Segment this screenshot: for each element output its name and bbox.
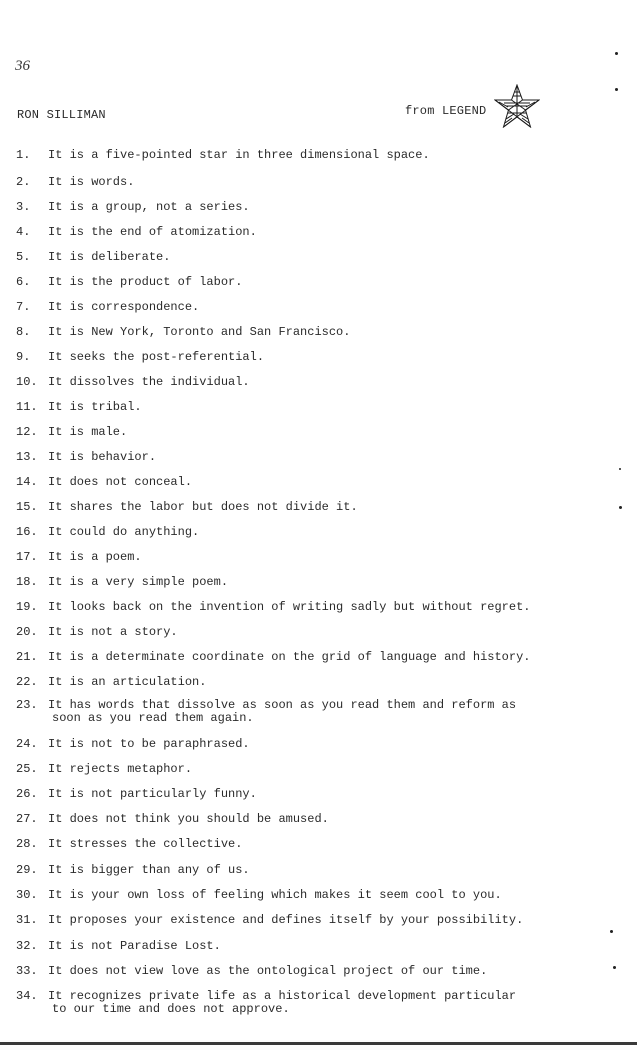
item-text: It is a determinate coordinate on the grid of language and history. bbox=[48, 650, 531, 664]
list-item bbox=[16, 149, 616, 162]
item-number: 16. bbox=[16, 525, 38, 539]
list-item bbox=[16, 763, 616, 776]
list-item bbox=[16, 276, 616, 289]
item-number: 31. bbox=[16, 913, 38, 927]
item-text: It is bigger than any of us. bbox=[48, 863, 250, 877]
margin-speck bbox=[619, 506, 622, 509]
item-text: It is behavior. bbox=[48, 450, 157, 464]
list-item bbox=[16, 301, 616, 314]
item-number: 14. bbox=[16, 475, 38, 489]
list-item bbox=[16, 738, 616, 751]
item-number: 34. bbox=[16, 989, 38, 1003]
list-item bbox=[16, 251, 616, 264]
list-item bbox=[16, 788, 616, 801]
item-text: It has words that dissolve as soon as you read them and reform as bbox=[48, 698, 517, 712]
item-number: 6. bbox=[16, 275, 31, 289]
item-number: 27. bbox=[16, 812, 38, 826]
item-text: It seeks the post-referential. bbox=[48, 350, 265, 364]
page-number: 36 bbox=[15, 58, 30, 74]
source-title: from LEGEND bbox=[405, 104, 487, 118]
item-number: 29. bbox=[16, 863, 38, 877]
item-text: It is male. bbox=[48, 425, 128, 439]
list-item bbox=[16, 551, 616, 564]
item-number: 11. bbox=[16, 400, 38, 414]
item-number: 22. bbox=[16, 675, 38, 689]
list-item bbox=[16, 451, 616, 464]
item-number: 13. bbox=[16, 450, 38, 464]
item-text: It is correspondence. bbox=[48, 300, 200, 314]
item-number: 23. bbox=[16, 698, 38, 712]
list-item bbox=[16, 601, 616, 614]
list-item bbox=[16, 626, 616, 639]
item-text-continuation: to our time and does not approve. bbox=[52, 1002, 290, 1016]
item-text: It is not to be paraphrased. bbox=[48, 737, 250, 751]
list-item bbox=[16, 376, 616, 389]
margin-speck bbox=[615, 88, 618, 91]
list-item bbox=[16, 526, 616, 539]
item-text: It is a group, not a series. bbox=[48, 200, 250, 214]
item-text: It is the product of labor. bbox=[48, 275, 243, 289]
item-text: It could do anything. bbox=[48, 525, 200, 539]
item-text: It is words. bbox=[48, 175, 135, 189]
list-item bbox=[16, 990, 616, 1016]
list-item bbox=[16, 651, 616, 664]
item-text: It shares the labor but does not divide it. bbox=[48, 500, 358, 514]
item-number: 28. bbox=[16, 837, 38, 851]
list-item bbox=[16, 699, 616, 725]
item-number: 7. bbox=[16, 300, 31, 314]
list-item bbox=[16, 201, 616, 214]
item-number: 1. bbox=[16, 148, 31, 162]
item-number: 33. bbox=[16, 964, 38, 978]
star-icon bbox=[494, 84, 540, 128]
margin-speck bbox=[610, 930, 613, 933]
item-number: 12. bbox=[16, 425, 38, 439]
item-number: 2. bbox=[16, 175, 31, 189]
list-item bbox=[16, 940, 616, 953]
list-item bbox=[16, 351, 616, 364]
item-number: 26. bbox=[16, 787, 38, 801]
list-item bbox=[16, 864, 616, 877]
item-number: 3. bbox=[16, 200, 31, 214]
item-number: 17. bbox=[16, 550, 38, 564]
item-number: 20. bbox=[16, 625, 38, 639]
item-text: It looks back on the invention of writing sadly but without regret. bbox=[48, 600, 531, 614]
item-text: It is a five-pointed star in three dimensional space. bbox=[48, 148, 430, 162]
item-number: 5. bbox=[16, 250, 31, 264]
margin-speck bbox=[619, 468, 621, 470]
item-text: It is the end of atomization. bbox=[48, 225, 257, 239]
item-number: 15. bbox=[16, 500, 38, 514]
list-item bbox=[16, 838, 616, 851]
list-item bbox=[16, 176, 616, 189]
item-text: It is tribal. bbox=[48, 400, 142, 414]
list-item bbox=[16, 889, 616, 902]
item-number: 4. bbox=[16, 225, 31, 239]
item-number: 8. bbox=[16, 325, 31, 339]
list-item bbox=[16, 226, 616, 239]
item-number: 30. bbox=[16, 888, 38, 902]
list-item bbox=[16, 965, 616, 978]
item-text: It recognizes private life as a historical development particular bbox=[48, 989, 517, 1003]
item-text: It is your own loss of feeling which makes it seem cool to you. bbox=[48, 888, 502, 902]
item-text: It does not think you should be amused. bbox=[48, 812, 329, 826]
item-text: It is a poem. bbox=[48, 550, 142, 564]
list-item bbox=[16, 426, 616, 439]
item-text-continuation: soon as you read them again. bbox=[52, 711, 254, 725]
item-text: It is not a story. bbox=[48, 625, 178, 639]
item-text: It proposes your existence and defines itself by your possibility. bbox=[48, 913, 524, 927]
item-text: It is deliberate. bbox=[48, 250, 171, 264]
item-number: 9. bbox=[16, 350, 31, 364]
item-text: It is a very simple poem. bbox=[48, 575, 229, 589]
list-item bbox=[16, 326, 616, 339]
item-number: 32. bbox=[16, 939, 38, 953]
list-item bbox=[16, 576, 616, 589]
margin-speck bbox=[613, 966, 616, 969]
item-number: 10. bbox=[16, 375, 38, 389]
item-number: 18. bbox=[16, 575, 38, 589]
item-text: It does not view love as the ontological project of our time. bbox=[48, 964, 488, 978]
list-item bbox=[16, 401, 616, 414]
margin-speck bbox=[615, 52, 618, 55]
list-item bbox=[16, 914, 616, 927]
author-name: RON SILLIMAN bbox=[17, 108, 106, 122]
item-text: It is an articulation. bbox=[48, 675, 207, 689]
item-text: It is not Paradise Lost. bbox=[48, 939, 221, 953]
item-number: 25. bbox=[16, 762, 38, 776]
item-number: 19. bbox=[16, 600, 38, 614]
item-text: It dissolves the individual. bbox=[48, 375, 250, 389]
list-item bbox=[16, 501, 616, 514]
list-item bbox=[16, 676, 616, 689]
bottom-rule bbox=[0, 1042, 637, 1045]
item-text: It is New York, Toronto and San Francisco. bbox=[48, 325, 351, 339]
item-number: 24. bbox=[16, 737, 38, 751]
item-text: It stresses the collective. bbox=[48, 837, 243, 851]
item-text: It does not conceal. bbox=[48, 475, 193, 489]
list-item bbox=[16, 476, 616, 489]
item-number: 21. bbox=[16, 650, 38, 664]
item-text: It rejects metaphor. bbox=[48, 762, 193, 776]
list-item bbox=[16, 813, 616, 826]
item-text: It is not particularly funny. bbox=[48, 787, 257, 801]
